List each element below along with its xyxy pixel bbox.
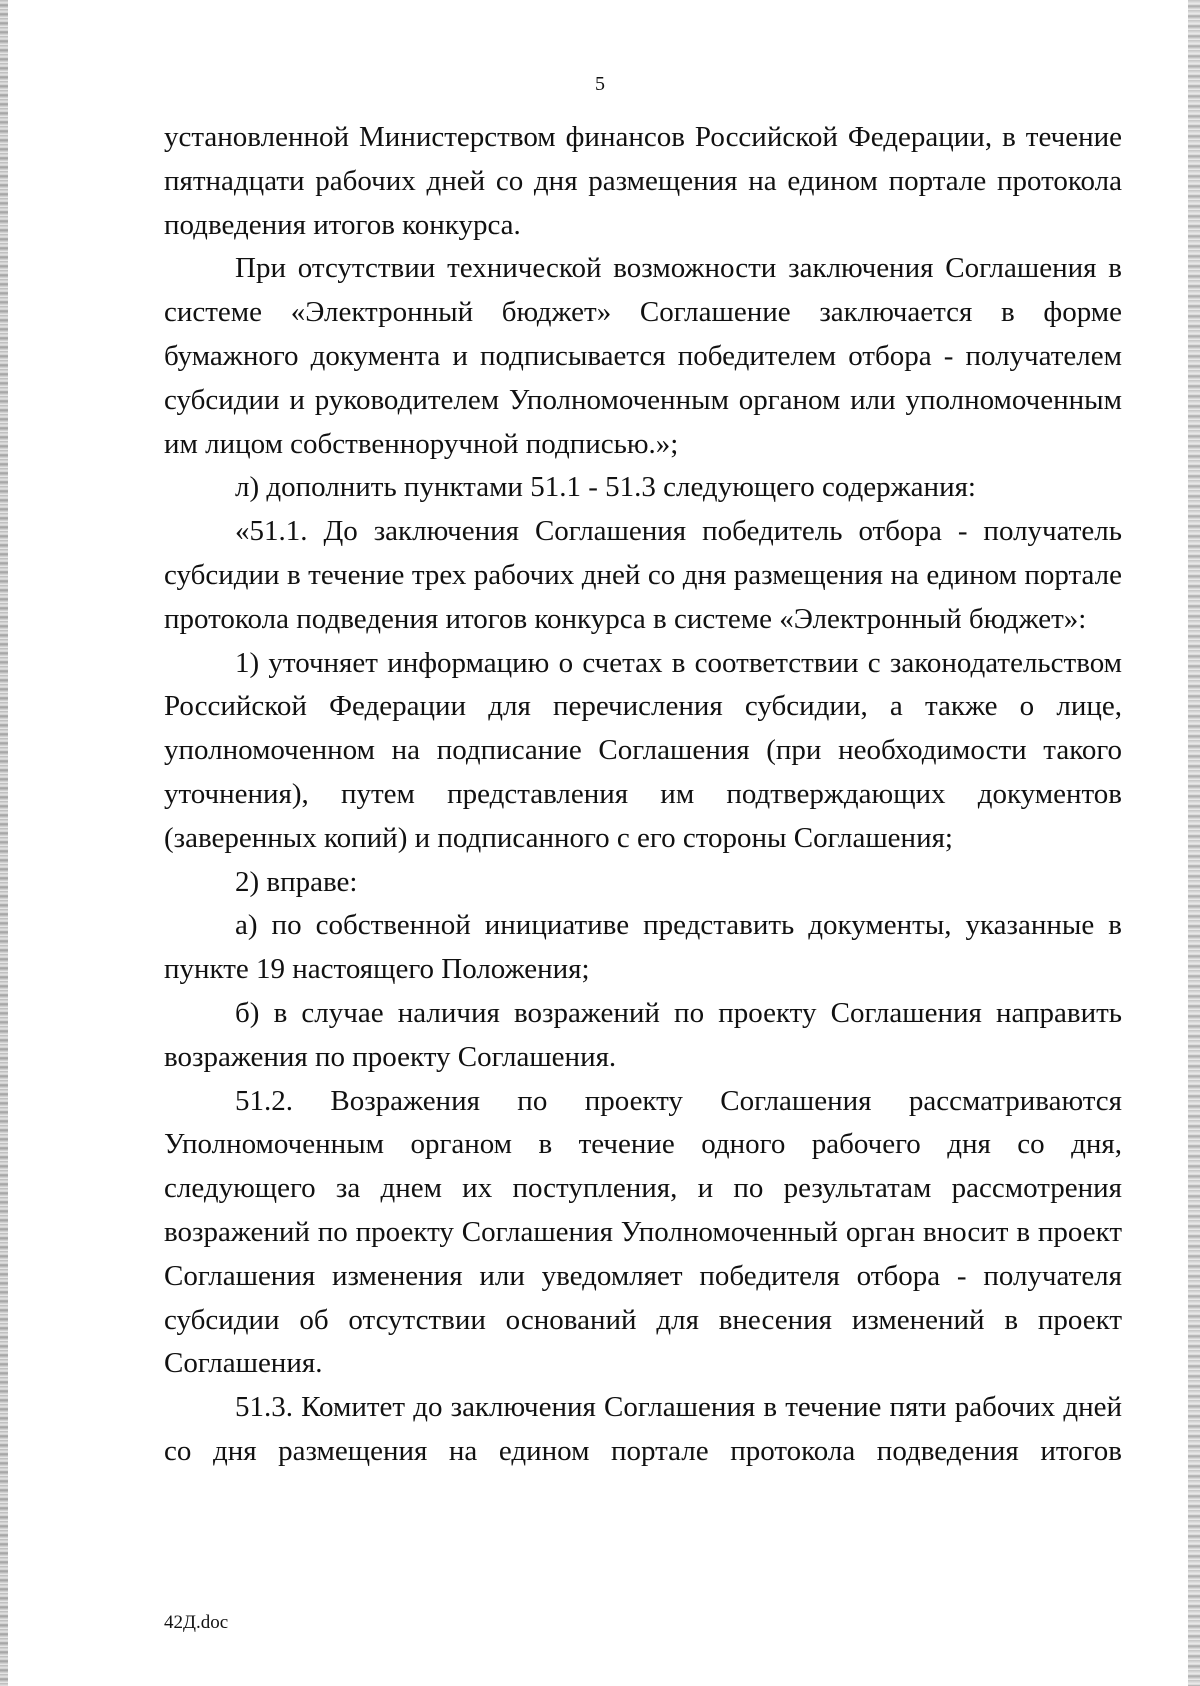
paragraph-continuation: установленной Министерством финансов Российской Федерации, в течение пятнадцати рабочих дней со дня размещения на едином портале протокола подведения итогов конкурса.	[164, 121, 1122, 241]
footer-filename: 42Д.doc	[164, 1612, 229, 1633]
paragraph-51-3: 51.3. Комитет до заключения Соглашения в течение пяти рабочих дней со дня размещения на едином портале протокола подведения итогов	[164, 1391, 1122, 1467]
paragraph-51-1-item-2b: б) в случае наличия возражений по проекту Соглашения направить возражения по проекту Соглашения.	[164, 996, 1122, 1073]
scan-edge-right	[1188, 0, 1200, 1686]
page-number: 5	[595, 73, 605, 95]
paragraph-item-l: л) дополнить пунктами 51.1 - 51.3 следующего содержания:	[235, 471, 976, 504]
paragraph-no-technical-possibility: При отсутствии технической возможности заключения Соглашения в системе «Электронный бюджет» Соглашение заключается в форме бумажного документа и подписывается победителем отбора - получателем субсидии и руководителем Уполномоченным органом или уполномоченным им лицом собственноручной подписью.»;	[164, 252, 1122, 460]
paragraph-51-1: «51.1. До заключения Соглашения победитель отбора - получатель субсидии в течение трех рабочих дней со дня размещения на едином портале протокола подведения итогов конкурса в системе «Электронный бюджет»:	[164, 515, 1122, 635]
document-body	[164, 116, 1122, 1474]
paragraph-51-1-item-2a: а) по собственной инициативе представить документы, указанные в пункте 19 настоящего Положения;	[164, 909, 1122, 986]
paragraph-51-2: 51.2. Возражения по проекту Соглашения рассматриваются Уполномоченным органом в течение одного рабочего дня со дня, следующего за днем их поступления, и по результатам рассмотрения возражений по проекту Соглашения Уполномоченный орган вносит в проект Соглашения изменения или уведомляет победителя отбора - получателя субсидии об отсутствии оснований для внесения изменений в проект Соглашения.	[164, 1084, 1122, 1380]
scan-edge-left	[0, 0, 8, 1686]
paragraph-51-1-item-2: 2) вправе:	[235, 865, 358, 898]
paragraph-51-1-item-1: 1) уточняет информацию о счетах в соответствии с законодательством Российской Федерации для перечисления субсидии, а также о лице, уполномоченном на подписание Соглашения (при необходимости такого уточнения), путем представления им подтверждающих документов (заверенных копий) и подписанного с его стороны Соглашения;	[164, 646, 1122, 854]
